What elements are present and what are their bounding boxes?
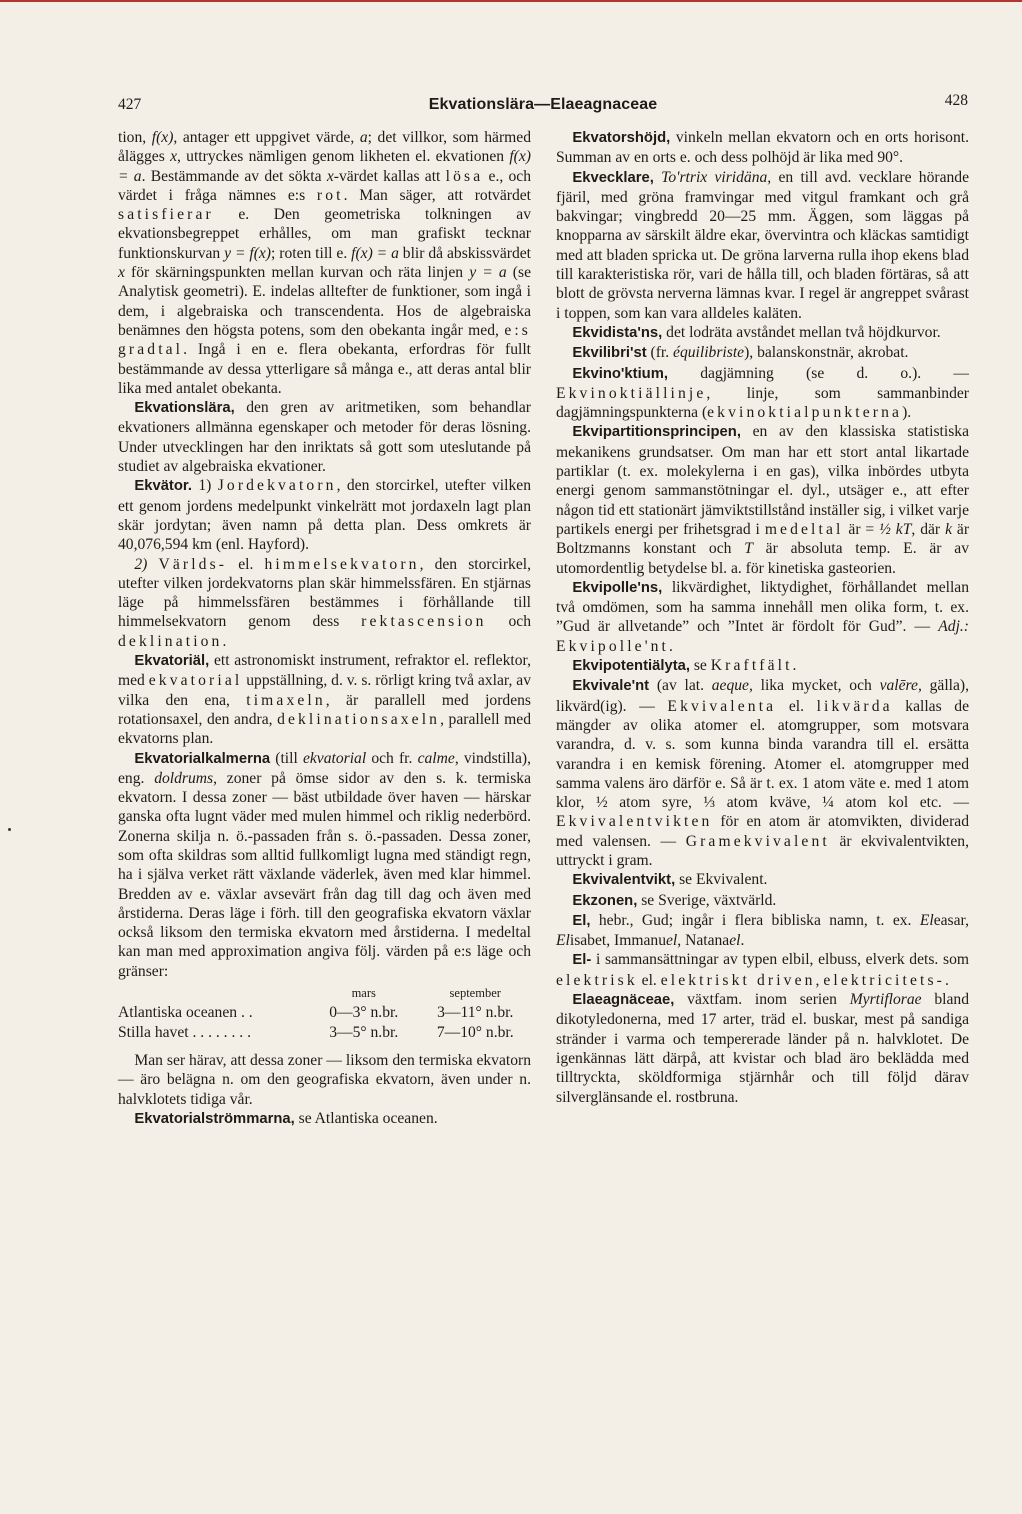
- column-header-september: september: [449, 986, 501, 1001]
- entry-ekvipollens: Ekvipolle'ns, likvärdighet, liktydighet, förhållandet mellan två omdömen, som ha samma innehåll men olika form, t. ex. ”Gud är allvetande” och ”Intet är fördolt för Gud”. — Adj.: Ekvipolle'nt.: [556, 578, 969, 655]
- entry-ekvilibrist: Ekvilibri'st (fr. équilibriste), balanskonstnär, akrobat.: [572, 344, 909, 362]
- page-number-right: 428: [944, 92, 968, 109]
- entry-ekvipotentialyta: Ekvipotentiälyta, se Kraftfält.: [572, 657, 797, 675]
- cell-september: 3—11° n.br.: [437, 1004, 514, 1022]
- margin-speck: [8, 828, 11, 831]
- entry-ekvatorialstrommarna: Ekvatorialströmmarna, se Atlantiska oceanen.: [134, 1109, 438, 1127]
- table-row: [118, 1023, 531, 1043]
- entry-el: El, hebr., Gud; ingår i flera bibliska namn, t. ex. Eleasar, Elisabet, Immanuel, Natanael.: [556, 911, 969, 950]
- page-number-left: 427: [118, 96, 142, 113]
- right-column: [556, 128, 969, 1107]
- entry-ekvationslara: Ekvationslära, den gren av aritmetiken, som behandlar ekvationers allmänna egenskaper och metoder för deras lösning. Under utvecklingen har den inriktats så gott som uteslutande på studiet av algebraiska ekvationer.: [118, 399, 531, 476]
- entry-ekzonen: Ekzonen, se Sverige, växtvärld.: [572, 891, 777, 909]
- page-header: [118, 92, 968, 118]
- entry-ekvator-sense-2: 2) Världs- el. himmelsekvatorn, den storcirkel, utefter vilken jordekvatorns plan skär himmelssfären. En stjärnas läge på himmelssfären bestämmes i förhållande till himmelsekvatorn genom dess rektascension och deklination.: [118, 555, 531, 650]
- entry-ekvidistans: Ekvidista'ns, det lodräta avståndet mellan två höjdkurvor.: [572, 323, 941, 341]
- entry-ekvatorial: Ekvatoriäl, ett astronomiskt instrument, refraktor el. reflektor, med ekvatorial uppställning, d. v. s. rörligt kring två axlar, av vilka den ena, timaxeln, är parallell med jordens rotationsaxel, den andra, deklinationsaxeln, parallell med ekvatorns plan.: [118, 652, 531, 748]
- row-label: Stilla havet . . . . . . . .: [118, 1024, 251, 1042]
- cell-september: 7—10° n.br.: [436, 1024, 514, 1042]
- table-header-row: [118, 983, 531, 1003]
- entry-ekvipartitionsprincipen: Ekvipartitionsprincipen, en av den klassiska statistiska mekanikens grundsatser. Om man har ett stort antal likartade partiklar (t. ex. molekylerna i en gas), vilka inbördes utbyta energi genom sammanstötningar el. dyl., utsäger e., att efter någon tid ett stationärt jämviktstillstånd inställer sig, i vilket varje partikels energi per frihetsgrad i medeltal är = ½ kT, där k är Boltzmanns konstant och T är absoluta temp. E. är av utomordentlig betydelse bl. a. för kinetiska gasteorien.: [556, 423, 970, 577]
- entry-ekvinoktium: Ekvino'ktium, dagjämning (se d. o.). — Ekvinoktiällinje, linje, som sammanbinder dagjämningspunkterna (ekvinoktialpunkterna).: [556, 364, 969, 422]
- row-label: Atlantiska oceanen . .: [118, 1004, 253, 1022]
- table-row: [118, 1003, 531, 1023]
- running-title: Ekvationslära—Elaeagnaceae: [428, 96, 658, 113]
- ekvation-continuation: tion, f(x), antager ett uppgivet värde, a; det villkor, som härmed ålägges x, uttryckes nämligen genom likheten el. ekvationen f(x) = a. Bestämmande av det sökta x-värdet kallas att lösa e., och värdet i fråga nämnes e:s rot. Man säger, att rotvärdet satisfierar e. Den geometriska tolkningen av ekvationsbegreppet erhålles, om man grafiskt tecknar funktionskurvan y = f(x); roten till e. f(x) = a blir då abskissvärdet x för skärningspunkten mellan kurvan och räta linjen y = a (se Analytisk geometri). E. indelas alltefter de funktioner, som ingå i dem, i algebraiska och transcendenta. Hos de algebraiska benämnes den högsta potens, som den obekanta ingår med, e:s gradtal. Ingå i en e. flera obekanta, erfordras för fullt bestämmande av dessa ytterligare så många e., att deras antal blir lika med antalet obekanta.: [118, 129, 532, 397]
- top-edge-rule: [0, 0, 1022, 2]
- calm-zones-table: [118, 983, 531, 1043]
- left-column: [118, 128, 531, 1129]
- column-header-mars: mars: [351, 986, 376, 1001]
- calm-zones-conclusion: Man ser härav, att dessa zoner — liksom den termiska ekvatorn — äro belägna n. om den geografiska ekvatorn, även under n. halvklotets tidiga vår.: [118, 1052, 531, 1108]
- entry-el-prefix: El- i sammansättningar av typen elbil, elbuss, elverk dets. som elektrisk el. elektriskt driven, elektricitets-.: [556, 951, 969, 989]
- entry-ekvatorshojd: Ekvatorshöjd, vinkeln mellan ekvatorn och en orts horisont. Summan av en orts e. och dess polhöjd är lika med 90°.: [556, 129, 969, 167]
- cell-mars: 0—3° n.br.: [329, 1004, 399, 1022]
- entry-ekvivalentvikt: Ekvivalentvikt, se Ekvivalent.: [572, 871, 768, 889]
- entry-ekvecklare: Ekvecklare, To'rtrix viridäna, en till avd. vecklare hörande fjäril, med gröna framvingar med vitgul framkant och grå bakvingar; vingbredd 20—25 mm. Äggen, som läggas på knopparna av särskilt äldre ekar, övervintra och kläckas samtidigt med att bladen spricka ut. De gröna larverna rulla ihop ekens blad till karakteristiska rör, vari de hålla till, och bladen förtäras, så att blott de grövsta nerverna lämnas kvar. I regel är angreppet svårast i toppen, som kan vara alldeles kaläten.: [556, 168, 970, 322]
- entry-ekvator: Ekvätor. 1) Jordekvatorn, den storcirkel, utefter vilken ett genom jordens medelpunkt vinkelrätt mot jordaxeln lagt plan skär jordytan; även namn på detta plan. Dess omkrets är 40,076,594 km (enl. Hayford).: [118, 477, 531, 554]
- cell-mars: 3—5° n.br.: [329, 1024, 399, 1042]
- entry-ekvatorialkalmerna: Ekvatorialkalmerna (till ekvatorial och fr. calme, vindstilla), eng. doldrums, zoner på ömse sidor av den s. k. termiska ekvatorn. I dessa zoner — bäst utbildade över haven — härskar ganska ofta lugnt väder med mulen himmel och riklig nederbörd. Zonerna skilja n. ö.-passaden från s. ö.-passaden. Dessa zoner, som ofta skildras som alltid fullkomligt lugna med ständigt regn, ha i själva verket rätt växlande väderlek, även med klar himmel. Bredden av e. växlar avsevärt från dag till dag och även med årstiderna. Deras läge i förh. till den geografiska ekvatorn växlar också liksom den termiska ekvatorn med årstiderna. I medeltal kan man med approximation angiva följ. värden på e:s läge och gränser:: [118, 749, 531, 980]
- entry-elaeagnaceae: Elaeagnäceae, växtfam. inom serien Myrtiflorae bland dikotyledonerna, med 17 arter, träd el. buskar, mest på sandiga stränder i varma och tempererade länder på n. halvklotet. De igenkännas lätt därpå, att kvistar och blad äro beklädda med tilltryckta, sköldformiga stjärnhår och till följd därav silverglänsande el. rostbruna.: [556, 991, 969, 1106]
- entry-ekvivalent: Ekvivale'nt (av lat. aeque, lika mycket, och valēre, gälla), likvärd(ig). — Ekvivalenta el. likvärda kallas de mängder av olika atomer el. atomgrupper, som motsvara varandra, d. v. s. som kunna binda varandra till el. ersätta varandra i en kemisk förening. Atomer el. atomgrupper med samma valens äro därför e. Så är t. ex. 1 atom väte e. med 1 atom klor, ½ atom syre, ⅓ atom kväve, ¼ atom kol etc. — Ekvivalentvikten för en atom är atomvikten, dividerad med valensen. — Gramekvivalent är ekvivalentvikten, uttryckt i gram.: [556, 677, 970, 869]
